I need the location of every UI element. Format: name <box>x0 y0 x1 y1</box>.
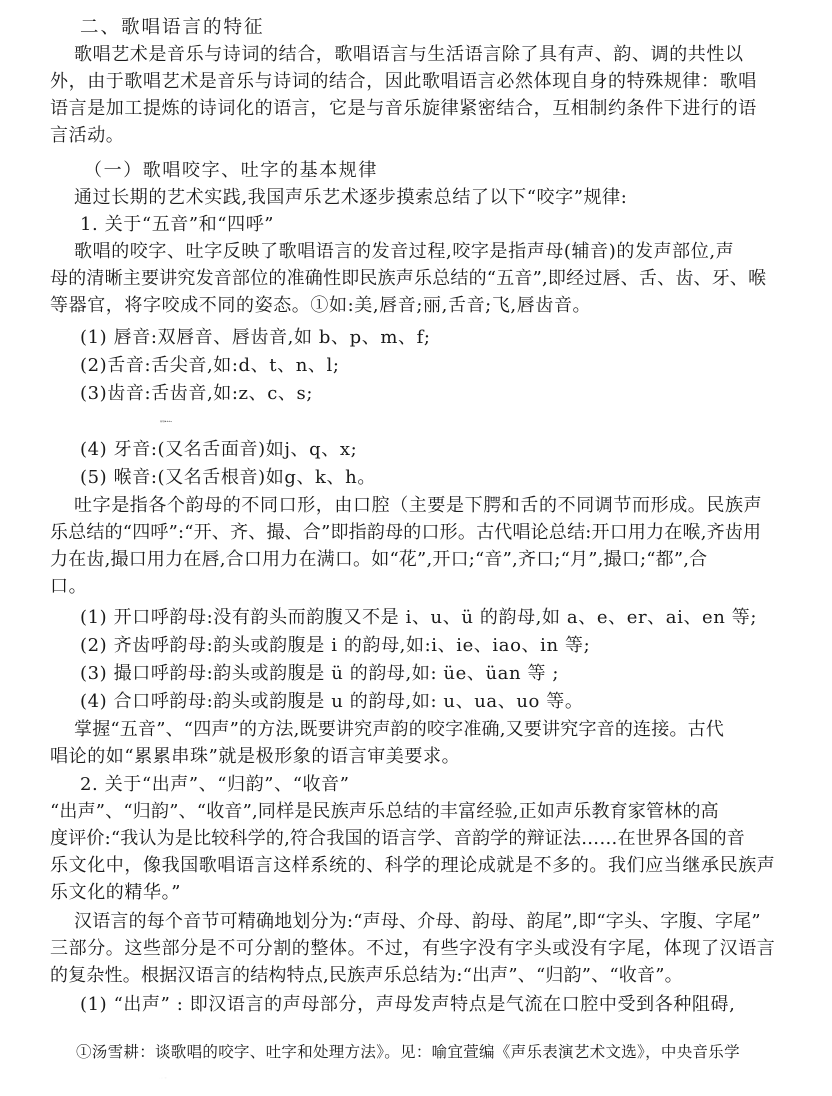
paragraph-line: 掌握“五音”、“四声”的方法,既要讲究声韵的咬字准确,又要讲究字音的连接。古代 <box>74 719 725 740</box>
paragraph-line: 汉语言的每个音节可精确地划分为:“声母、介母、韵母、韵尾”,即“字头、字腹、字尾” <box>74 911 761 932</box>
subsection-heading: （一）歌唱咬字、吐字的基本规律 <box>84 160 378 181</box>
list-item: (1) “出声” : 即汉语言的声母部分，声母发声特点是气流在口腔中受到各种阻碍, <box>80 994 736 1015</box>
list-item: (2) 齐齿呼韵母:韵头或韵腹是 i 的韵母,如:i、ie、iao、in 等; <box>80 635 591 656</box>
paragraph-line: 乐总结的“四呼”:“开、齐、撮、合”即指韵母的口形。古代唱论总结:开口用力在喉,齐齿用 <box>50 522 762 543</box>
paragraph-line: 度评价:“我认为是比较科学的,符合我国的语言学、音韵学的辩证法……在世界各国的音 <box>50 828 745 849</box>
list-item: (1) 唇音:双唇音、唇齿音,如 b、p、m、f; <box>80 327 431 348</box>
topic-heading: 2. 关于“出声”、“归韵”、“收音” <box>80 774 350 795</box>
section-heading: 二、歌唱语言的特征 <box>80 17 265 38</box>
topic-heading: 1. 关于“五音”和“四呼” <box>80 214 275 235</box>
paragraph-line: 言活动。 <box>50 125 125 146</box>
paragraph-line: 歌唱艺术是音乐与诗词的结合，歌唱语言与生活语言除了具有声、韵、调的共性以 <box>74 44 744 65</box>
paragraph-line: “出声”、“归韵”、“收音”,同样是民族声乐总结的丰富经验,正如声乐教育家管林的高 <box>50 801 719 822</box>
paragraph-line: 外，由于歌唱艺术是音乐与诗词的结合，因此歌唱语言必然体现自身的特殊规律：歌唱 <box>50 71 757 92</box>
paragraph-line: 乐文化中，像我国歌唱语言这样系统的、科学的理论成就是不多的。我们应当继承民族声 <box>50 855 776 876</box>
list-item: (5) 喉音:(又名舌根音)如g、k、h。 <box>80 467 376 488</box>
paragraph-line: 唱论的如“累累串珠”就是极形象的语言审美要求。 <box>50 746 461 767</box>
paragraph-line: 吐字是指各个韵母的不同口形，由口腔（主要是下腭和舌的不同调节而形成。民族声 <box>74 495 763 516</box>
paragraph-line: 歌唱的咬字、吐字反映了歌唱语言的发音过程,咬字是指声母(辅音)的发声部位,声 <box>74 241 735 262</box>
paragraph-line: 口。 <box>50 576 88 597</box>
list-item: 翘舌音,如:zh、ch、sh、r; <box>160 421 172 423</box>
list-item: (2)舌音:舌尖音,如:d、t、n、l; <box>80 355 340 376</box>
paragraph-line: 母的清晰主要讲究发音部位的准确性即民族声乐总结的“五音”,即经过唇、舌、齿、牙、喉 <box>50 268 767 289</box>
list-item: (3) 撮口呼韵母:韵头或韵腹是 ü 的韵母,如: üe、üan 等 ; <box>80 663 560 684</box>
list-item: (4) 合口呼韵母:韵头或韵腹是 u 的韵母,如: u、ua、uo 等。 <box>80 691 584 712</box>
paragraph-line: 语言是加工提炼的诗词化的语言，它是与音乐旋律紧密结合，互相制约条件下进行的语 <box>50 98 757 119</box>
paragraph-line: 乐文化的精华。” <box>50 882 182 903</box>
paragraph-line: 的复杂性。根据汉语言的结构特点,民族声乐总结为:“出声”、“归韵”、“收音”。 <box>50 965 683 986</box>
paragraph-line: 等器官，将字咬成不同的姿态。①如:美,唇音;丽,舌音;飞,唇齿音。 <box>50 295 592 316</box>
paragraph-line: 力在齿,撮口用力在唇,合口用力在满口。如“花”,开口;“音”,齐口;“月”,撮口;“都”,合 <box>50 549 708 570</box>
list-item: (1) 开口呼韵母:没有韵头而韵腹又不是 i、u、ü 的韵母,如 a、e、er、ai、en 等; <box>80 607 758 628</box>
paragraph-line: 通过长期的艺术实践,我国声乐艺术逐步摸索总结了以下“咬字”规律: <box>74 187 628 208</box>
footnote-line <box>166 1066 832 1090</box>
list-item: (4) 牙音:(又名舌面音)如j、q、x; <box>80 439 358 460</box>
paragraph-line: 三部分。这些部分是不可分割的整体。不过，有些字没有字头或没有字尾，体现了汉语言 <box>50 938 776 959</box>
footnote-line: ①汤雪耕：谈歌唱的咬字、吐字和处理方法》。见：喻宜萱编《声乐表演艺术文选》，中央音乐学 <box>76 1043 740 1061</box>
list-item: (3)齿音:舌齿音,如:z、c、s; <box>80 383 314 404</box>
